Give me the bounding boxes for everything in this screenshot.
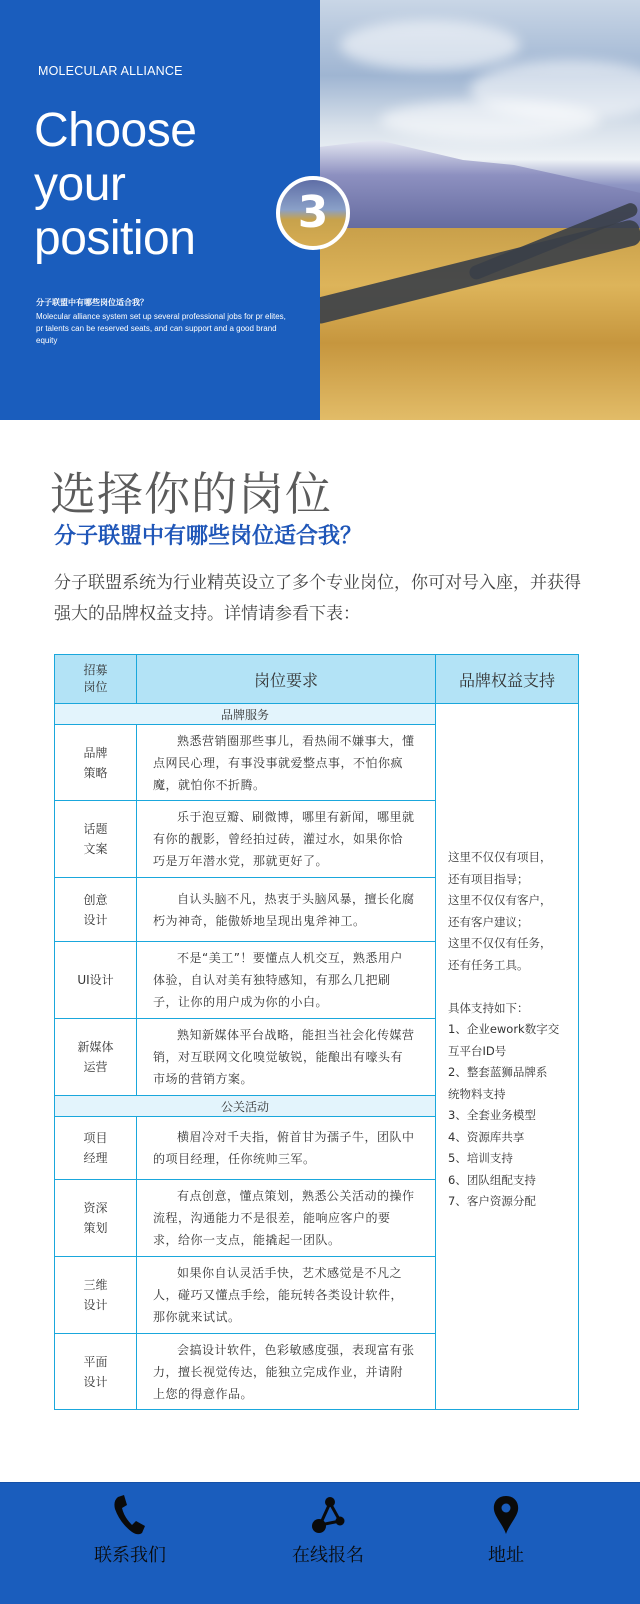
- position-name: 运营: [83, 1060, 108, 1074]
- grid-line: [55, 1333, 435, 1335]
- position-name: 设计: [83, 912, 108, 927]
- requirement-text: 乐于泡豆瓣、刷微博，哪里有新闻，哪里就有你的靓影，曾经拍过砖，灌过水，如果你恰巧是万年潜水党，那就更好了。: [153, 810, 415, 868]
- position-cell: [55, 725, 136, 800]
- grid-line: [55, 800, 435, 802]
- support-item: 6、团队组配支持: [448, 1172, 536, 1187]
- support-line: 还有任务工具。: [448, 957, 529, 972]
- support-item: 4、资源库共享: [448, 1129, 525, 1144]
- position-cell: [55, 1180, 136, 1256]
- grid-line: [136, 1116, 138, 1410]
- grid-line: [136, 655, 138, 704]
- position-cell: [55, 1117, 136, 1179]
- position-name: 新媒体: [77, 1040, 114, 1054]
- support-item: 统物料支持: [448, 1086, 506, 1101]
- header-position-line: 岗位: [83, 680, 108, 694]
- grid-line: [55, 877, 435, 879]
- support-item: 7、客户资源分配: [448, 1194, 536, 1208]
- grid-line: [136, 724, 138, 1096]
- requirement-text: 如果你自认灵活手快，艺术感觉是不凡之人，碰巧又懂点手绘，能玩转各类设计软件，那你就来试试。: [153, 1266, 404, 1324]
- landscape-photo: [320, 0, 640, 420]
- step-number-badge: [276, 176, 350, 250]
- requirement-cell: [137, 878, 435, 941]
- requirement-cell: [137, 801, 435, 877]
- position-name: 策略: [83, 765, 108, 780]
- address-label: 地址: [488, 1545, 524, 1566]
- position-name: 品牌: [83, 745, 108, 760]
- hero-title-line: position: [34, 212, 196, 265]
- position-cell: [55, 1334, 136, 1409]
- support-item: 5、培训支持: [448, 1151, 513, 1165]
- position-name: 话题: [83, 822, 108, 836]
- grid-line: [55, 1179, 435, 1181]
- online-signup-button[interactable]: [258, 1495, 398, 1567]
- support-item: 2、整套蓝狮品牌系: [448, 1065, 548, 1079]
- hero-title: [34, 104, 196, 266]
- position-cell: [55, 1257, 136, 1333]
- position-name: 资深: [83, 1201, 108, 1215]
- step-number: 3: [297, 187, 329, 238]
- position-cell: [55, 801, 136, 877]
- header-position-line: 招募: [83, 663, 108, 677]
- position-name: 设计: [83, 1298, 108, 1312]
- position-cell: [55, 1019, 136, 1095]
- hero-blue-panel: [0, 0, 320, 420]
- support-line: 还有项目指导；: [448, 871, 529, 886]
- position-name: 三维: [83, 1278, 108, 1292]
- support-line: 这里不仅仅有项目，: [448, 850, 552, 864]
- contact-us-button[interactable]: [60, 1495, 200, 1567]
- position-name: 项目: [83, 1131, 108, 1145]
- page-subtitle: 分子联盟中有哪些岗位适合我？: [54, 524, 363, 549]
- grid-line: [55, 1116, 435, 1118]
- requirement-cell: [137, 725, 435, 800]
- hero-subtitle-en: Molecular alliance system set up several professional jobs for pr elites, pr talents can be reserved seats, and can support and a good brand equity: [36, 312, 286, 345]
- header-support: 品牌权益支持: [436, 655, 578, 703]
- position-name: UI设计: [77, 973, 114, 987]
- support-line: 这里不仅仅有任务，: [448, 936, 552, 950]
- requirement-text: 熟知新媒体平台战略，能担当社会化传媒营销，对互联网文化嗅觉敏锐，能酿出有嚎头有市场的营销方案。: [153, 1028, 415, 1086]
- hero-banner: [0, 0, 640, 420]
- requirement-text: 会搞设计软件，色彩敏感度强，表现富有张力，擅长视觉传达，能独立完成作业，并请附上您的得意作品。: [153, 1342, 415, 1401]
- hero-title-line: Choose: [34, 104, 197, 157]
- position-name: 平面: [83, 1354, 108, 1369]
- section-header: 公关活动: [55, 1096, 435, 1116]
- grid-line: [55, 1095, 435, 1097]
- position-name: 策划: [83, 1221, 108, 1235]
- intro-paragraph: 分子联盟系统为行业精英设立了多个专业岗位，你可对号入座，并获得强大的品牌权益支持。详情请参看下表：: [54, 573, 581, 624]
- position-cell: [55, 942, 136, 1018]
- online-signup-label: 在线报名: [292, 1545, 364, 1566]
- requirement-cell: [137, 1334, 435, 1409]
- requirement-text: 横眉冷对千夫指，俯首甘为孺子牛，团队中的项目经理，任你统帅三军。: [153, 1130, 415, 1166]
- contact-us-label: 联系我们: [94, 1545, 166, 1566]
- grid-line: [55, 941, 435, 943]
- requirement-text: 不是“美工”！要懂点人机交互，熟悉用户体验，自认对美有独特感知，有那么几把刷子，让你的用户成为你的小白。: [153, 951, 403, 1009]
- requirement-cell: [137, 942, 435, 1018]
- header-position: [55, 655, 136, 703]
- hero-title-line: your: [34, 158, 126, 211]
- section-header: 品牌服务: [55, 704, 435, 724]
- position-cell: [55, 878, 136, 941]
- support-item: 互平台ID号: [448, 1043, 507, 1058]
- grid-line: [55, 1018, 435, 1020]
- requirement-text: 有点创意，懂点策划，熟悉公关活动的操作流程，沟通能力不是很差，能响应客户的要求，给你一支点，能撬起一团队。: [153, 1189, 415, 1247]
- position-name: 创意: [83, 892, 108, 907]
- requirement-cell: [137, 1180, 435, 1256]
- positions-table: [54, 654, 579, 1410]
- position-name: 设计: [83, 1374, 108, 1389]
- position-name: 文案: [83, 842, 108, 856]
- support-item: 1、企业ework数字交: [448, 1022, 560, 1036]
- page-title: 选择你的岗位: [50, 467, 332, 521]
- grid-line: [55, 724, 435, 726]
- position-name: 经理: [83, 1151, 108, 1165]
- support-line: 这里不仅仅有客户，: [448, 893, 552, 907]
- requirement-text: 熟悉营销圈那些事儿，看热闹不嫌事大，懂点网民心理，有事没事就爱整点事，不怕你疯魔，就怕你不折腾。: [153, 733, 415, 792]
- requirement-cell: [137, 1117, 435, 1179]
- share-network-icon: [308, 1495, 348, 1535]
- support-list-title: 具体支持如下：: [448, 1000, 529, 1015]
- phone-icon: [110, 1495, 150, 1535]
- address-button[interactable]: [436, 1495, 576, 1567]
- requirement-cell: [137, 1257, 435, 1333]
- support-item: 3、全套业务模型: [448, 1108, 536, 1122]
- map-pin-icon: [486, 1495, 526, 1535]
- hero-subtitle-cn: 分子联盟中有哪些岗位适合我？: [36, 298, 148, 307]
- support-cell: [436, 703, 578, 1213]
- header-requirement: 岗位要求: [137, 655, 435, 703]
- support-line: 还有客户建议；: [448, 914, 529, 929]
- requirement-cell: [137, 1019, 435, 1095]
- brand-name: MOLECULAR ALLIANCE: [38, 64, 183, 78]
- footer-nav: [0, 1482, 640, 1604]
- grid-line: [55, 1256, 435, 1258]
- requirement-text: 自认头脑不凡，热衷于头脑风暴，擅长化腐朽为神奇，能傲娇地呈现出鬼斧神工。: [153, 891, 415, 928]
